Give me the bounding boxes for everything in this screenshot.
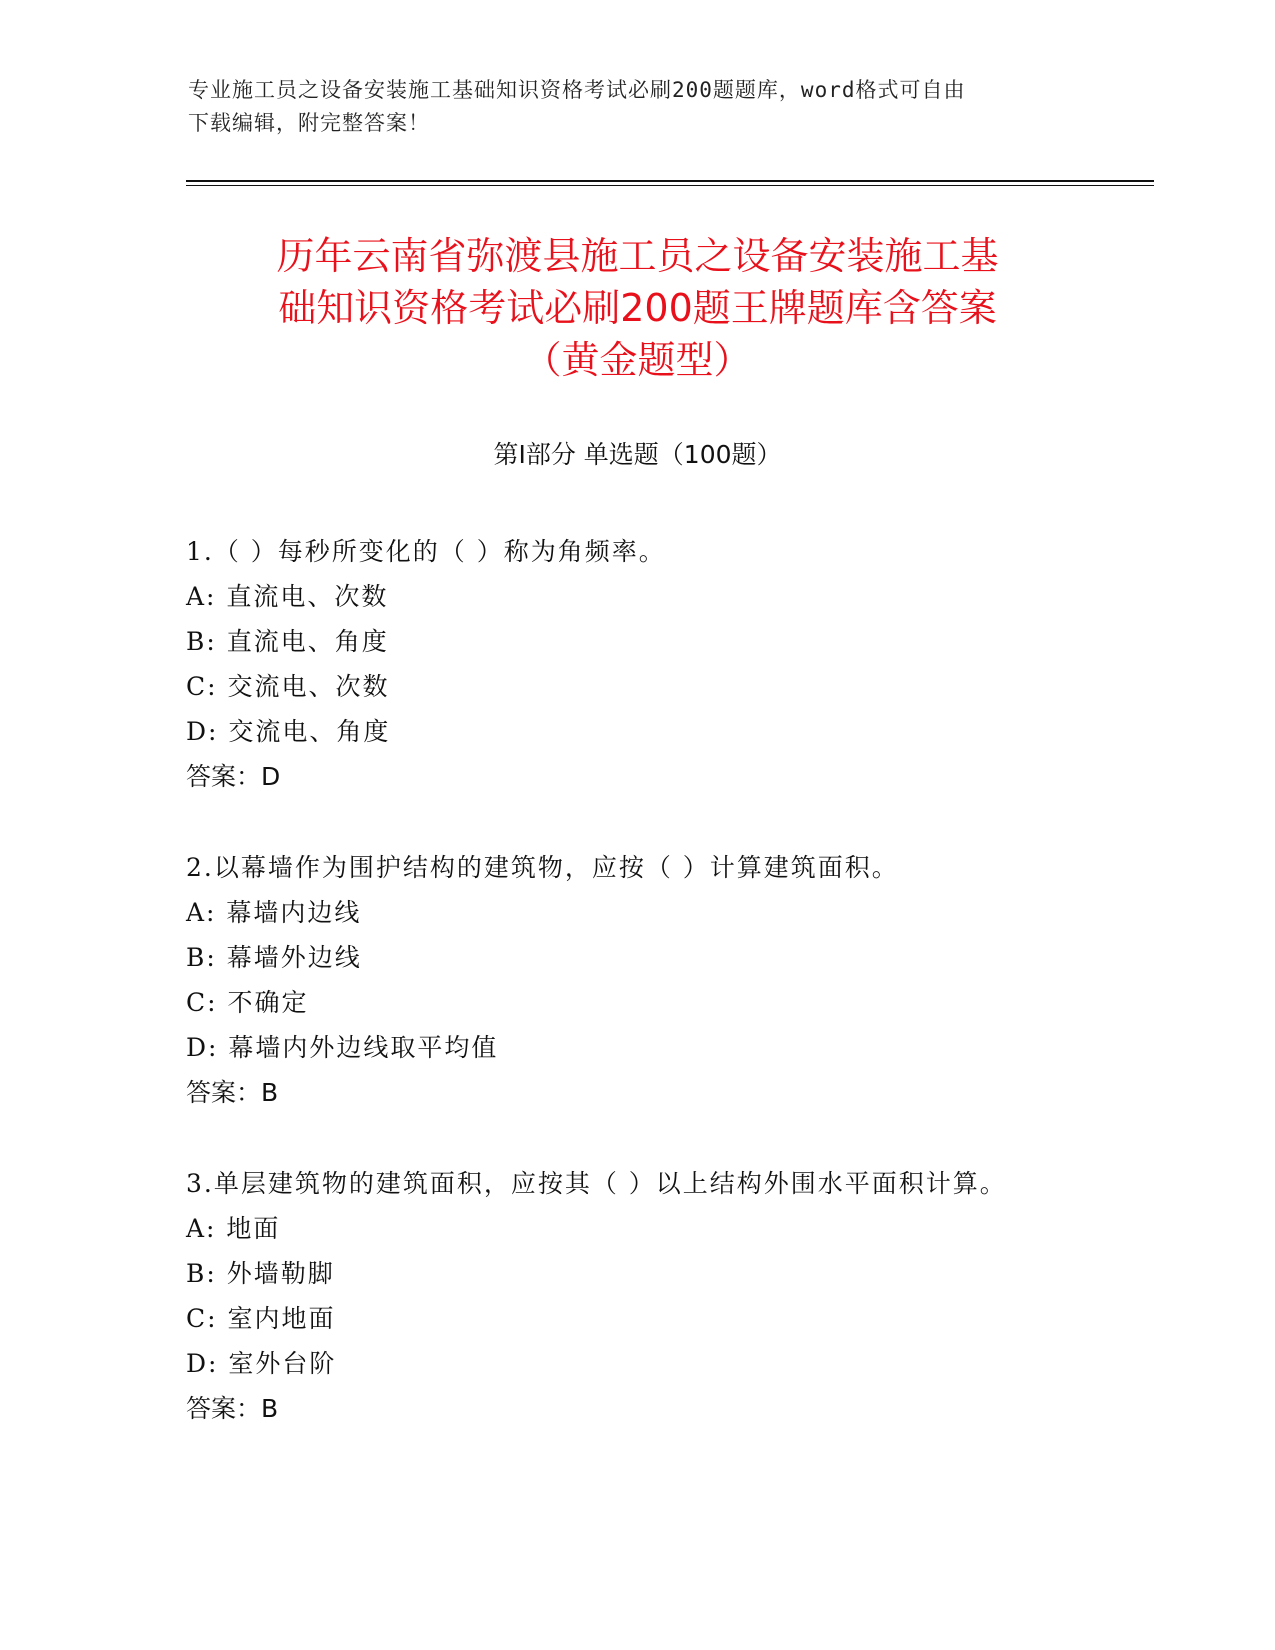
option-a: A: 幕墙内边线 [186, 898, 362, 927]
question-item [186, 845, 1146, 1115]
question-list [186, 529, 1146, 1477]
header-note-line-2: 下载编辑，附完整答案！ [188, 111, 430, 135]
option-c: C: 不确定 [186, 988, 309, 1017]
answer-line: 答案：B [186, 1394, 279, 1423]
document-title-line-1: 历年云南省弥渡县施工员之设备安装施工基 [276, 234, 999, 278]
document-title-line-2: 础知识资格考试必刷200题王牌题库含答案 [278, 286, 997, 330]
option-c: C: 室内地面 [186, 1304, 336, 1333]
document-title [150, 230, 1125, 386]
section-heading: 第Ⅰ部分 单选题（100题） [493, 440, 782, 469]
option-b: B: 幕墙外边线 [186, 943, 362, 972]
option-a: A: 地面 [186, 1214, 281, 1243]
option-c: C: 交流电、次数 [186, 672, 390, 701]
header-divider-thick [186, 180, 1154, 182]
option-d: D: 室外台阶 [186, 1349, 337, 1378]
question-item [186, 1161, 1146, 1431]
option-a: A: 直流电、次数 [186, 582, 389, 611]
answer-line: 答案：D [186, 762, 281, 791]
question-item [186, 529, 1146, 799]
question-stem: 2.以幕墙作为围护结构的建筑物，应按（ ）计算建筑面积。 [186, 853, 899, 882]
answer-line: 答案：B [186, 1078, 279, 1107]
header-divider-thin [186, 185, 1154, 186]
option-d: D: 幕墙内外边线取平均值 [186, 1033, 499, 1062]
question-stem: 3.单层建筑物的建筑面积，应按其（ ）以上结构外围水平面积计算。 [186, 1169, 1007, 1198]
option-b: B: 外墙勒脚 [186, 1259, 335, 1288]
header-note [188, 74, 1068, 140]
question-stem: 1.（ ）每秒所变化的（ ）称为角频率。 [186, 537, 666, 566]
option-d: D: 交流电、角度 [186, 717, 391, 746]
document-title-line-3: （黄金题型） [523, 338, 752, 382]
header-note-line-1: 专业施工员之设备安装施工基础知识资格考试必刷200题题库，word格式可自由 [188, 78, 966, 102]
option-b: B: 直流电、角度 [186, 627, 389, 656]
